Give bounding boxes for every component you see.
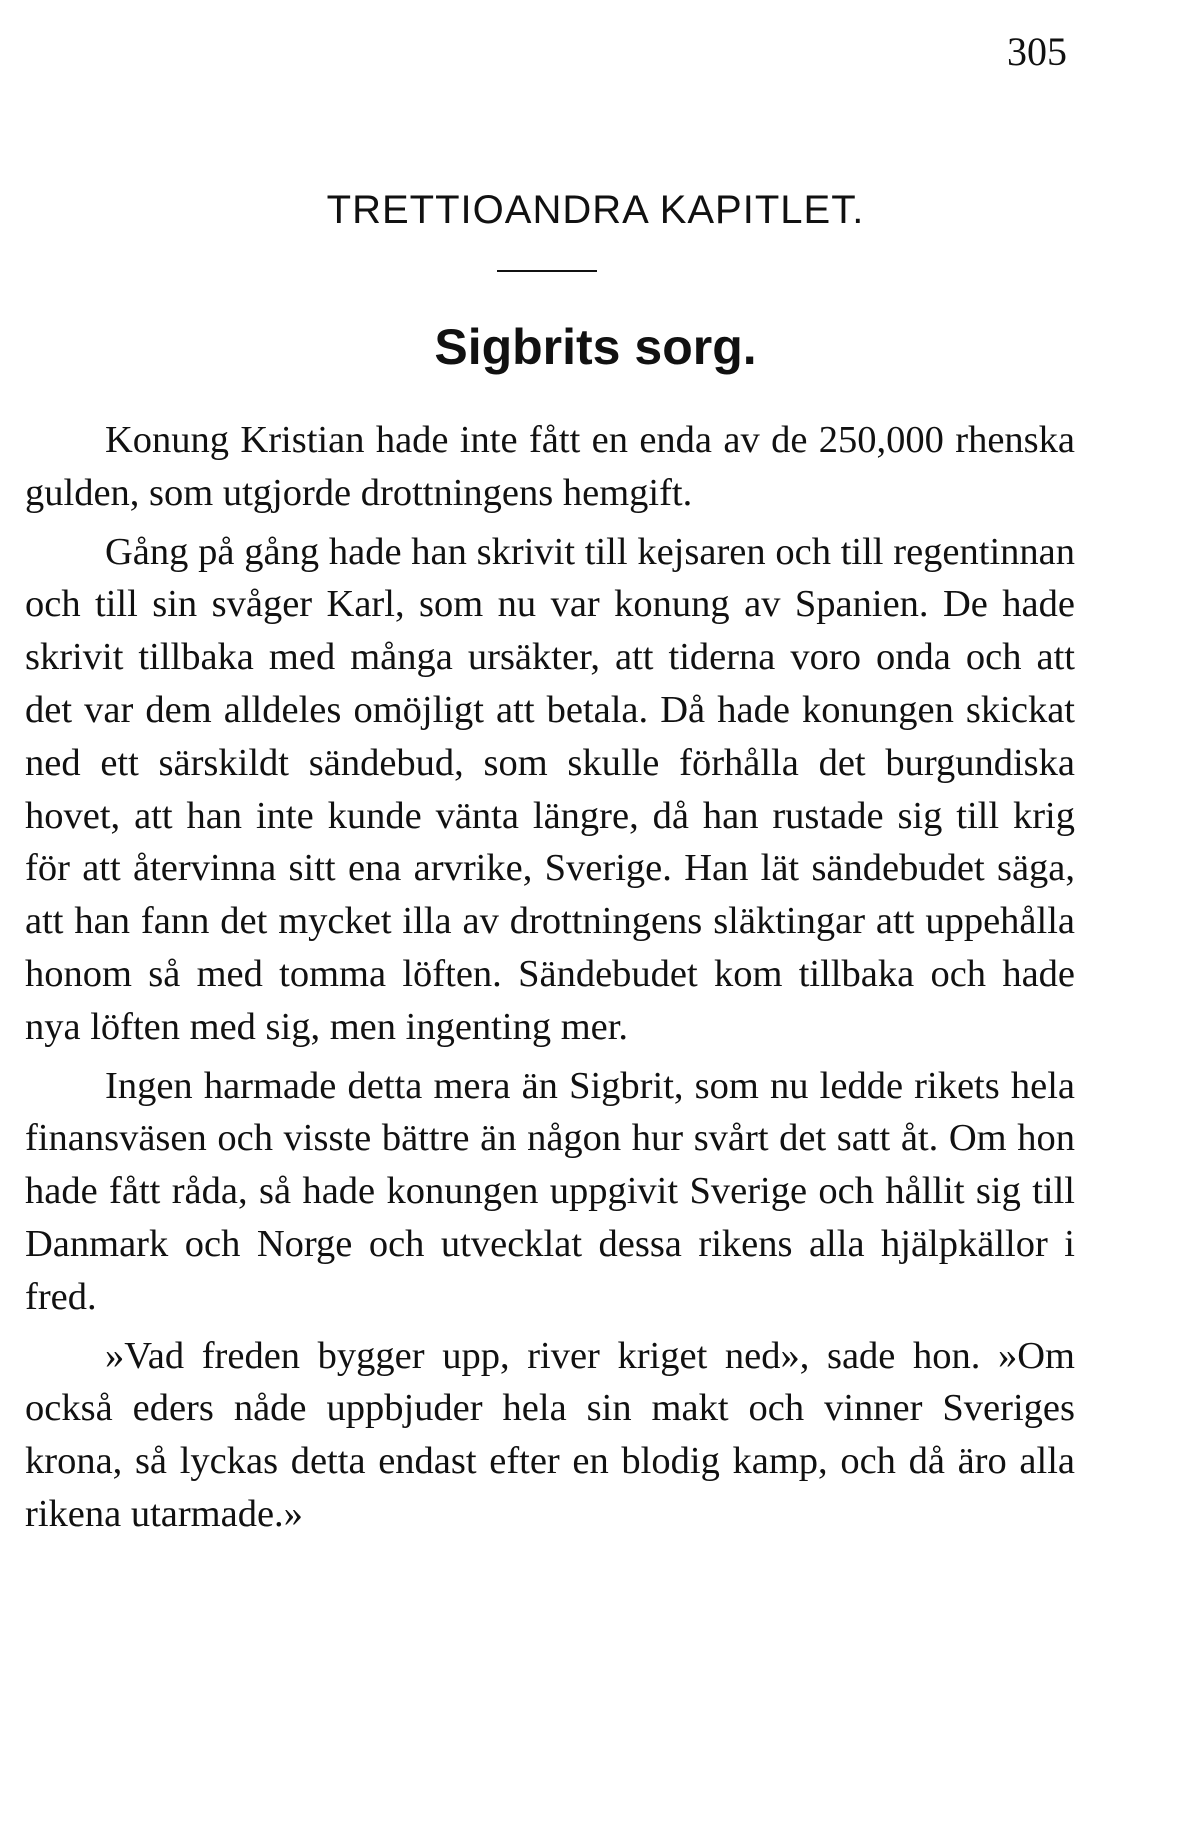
page-number: 305 xyxy=(1007,29,1067,74)
chapter-title: Sigbrits sorg. xyxy=(434,319,757,375)
body-text xyxy=(25,414,1075,1547)
paragraph: Ingen harmade detta mera än Sigbrit, som nu ledde rikets hela finansväsen och visste bättre än någon hur svårt det satt åt. Om hon hade fått råda, så hade konungen uppgivit Sverige och hållit sig till Danmark och Norge och utvecklat dessa rikens alla hjälpkällor i fred. xyxy=(25,1064,1075,1318)
paragraph: Konung Kristian hade inte fått en enda av de 250,000 rhenska gulden, som utgjorde drottningens hemgift. xyxy=(25,419,1075,514)
paragraph: »Vad freden bygger upp, river kriget ned», sade hon. »Om också eders nåde uppbjuder hela sin makt och vinner Sveriges krona, så lyckas detta endast efter en blodig kamp, och då äro alla rikena utarmade.» xyxy=(25,1334,1075,1535)
paragraph: Gång på gång hade han skrivit till kejsaren och till regentinnan och till sin svåger Karl, som nu var konung av Spanien. De hade skrivit tillbaka med många ursäkter, att tiderna voro onda och att det var dem alldeles omöjligt att betala. Då hade konungen skickat ned ett särskildt sändebud, som skulle förhålla det burgundiska hovet, att han inte kunde vänta längre, då han rustade sig till krig för att återvinna sitt ena arvrike, Sverige. Han lät sändebudet säga, att han fann det mycket illa av drottningens släktingar att uppehålla honom så med tomma löften. Sändebudet kom tillbaka och hade nya löften med sig, men ingenting mer. xyxy=(25,530,1075,1048)
chapter-heading: TRETTIOANDRA KAPITLET. xyxy=(326,188,865,232)
divider-rule xyxy=(497,270,597,272)
